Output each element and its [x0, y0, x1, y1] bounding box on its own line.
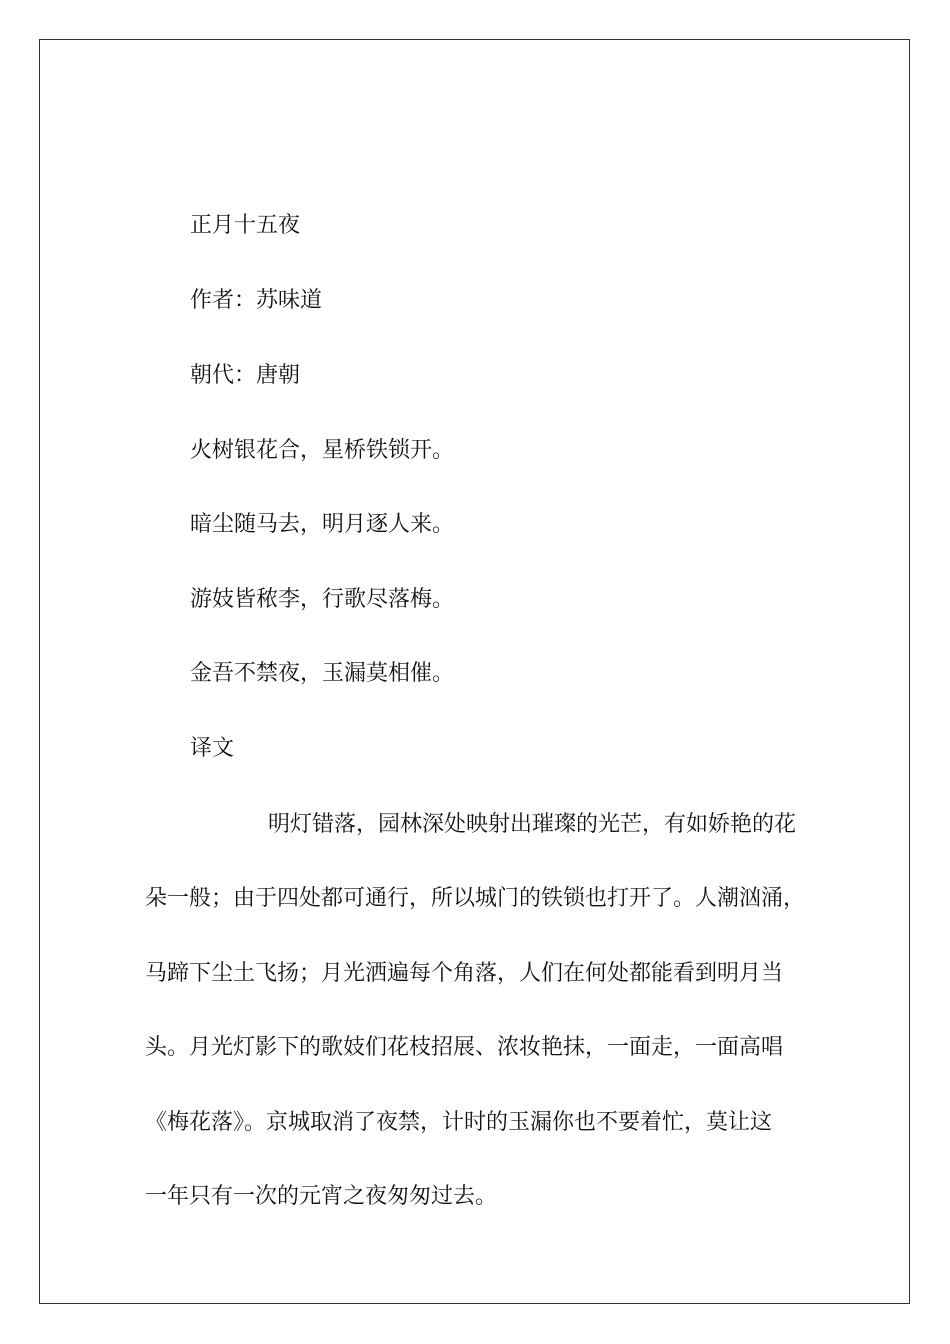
poem-line: 暗尘随马去，明月逐人来。	[190, 512, 455, 537]
translation-line: 《梅花落》。京城取消了夜禁，计时的玉漏你也不要着忙，莫让这	[145, 1110, 773, 1135]
poem-title: 正月十五夜	[190, 213, 301, 238]
translation-line: 明灯错落，园林深处映射出璀璨的光芒，有如娇艳的花	[268, 812, 797, 837]
translation-line: 朵一般；由于四处都可通行，所以城门的铁锁也打开了。人潮汹涌，	[145, 886, 806, 911]
translation-heading: 译文	[190, 736, 235, 761]
poem-author: 作者：苏味道	[190, 288, 323, 313]
translation-line: 马蹄下尘土飞扬；月光洒遍每个角落，人们在何处都能看到明月当	[145, 961, 784, 986]
poem-dynasty: 朝代：唐朝	[190, 363, 301, 388]
translation-line: 一年只有一次的元宵之夜匆匆过去。	[145, 1184, 498, 1209]
poem-line: 游妓皆秾李，行歌尽落梅。	[190, 587, 455, 612]
translation-line: 头。月光灯影下的歌妓们花枝招展、浓妆艳抹，一面走，一面高唱	[145, 1035, 784, 1060]
poem-line: 金吾不禁夜，玉漏莫相催。	[190, 661, 455, 686]
poem-line: 火树银花合，星桥铁锁开。	[190, 438, 455, 463]
